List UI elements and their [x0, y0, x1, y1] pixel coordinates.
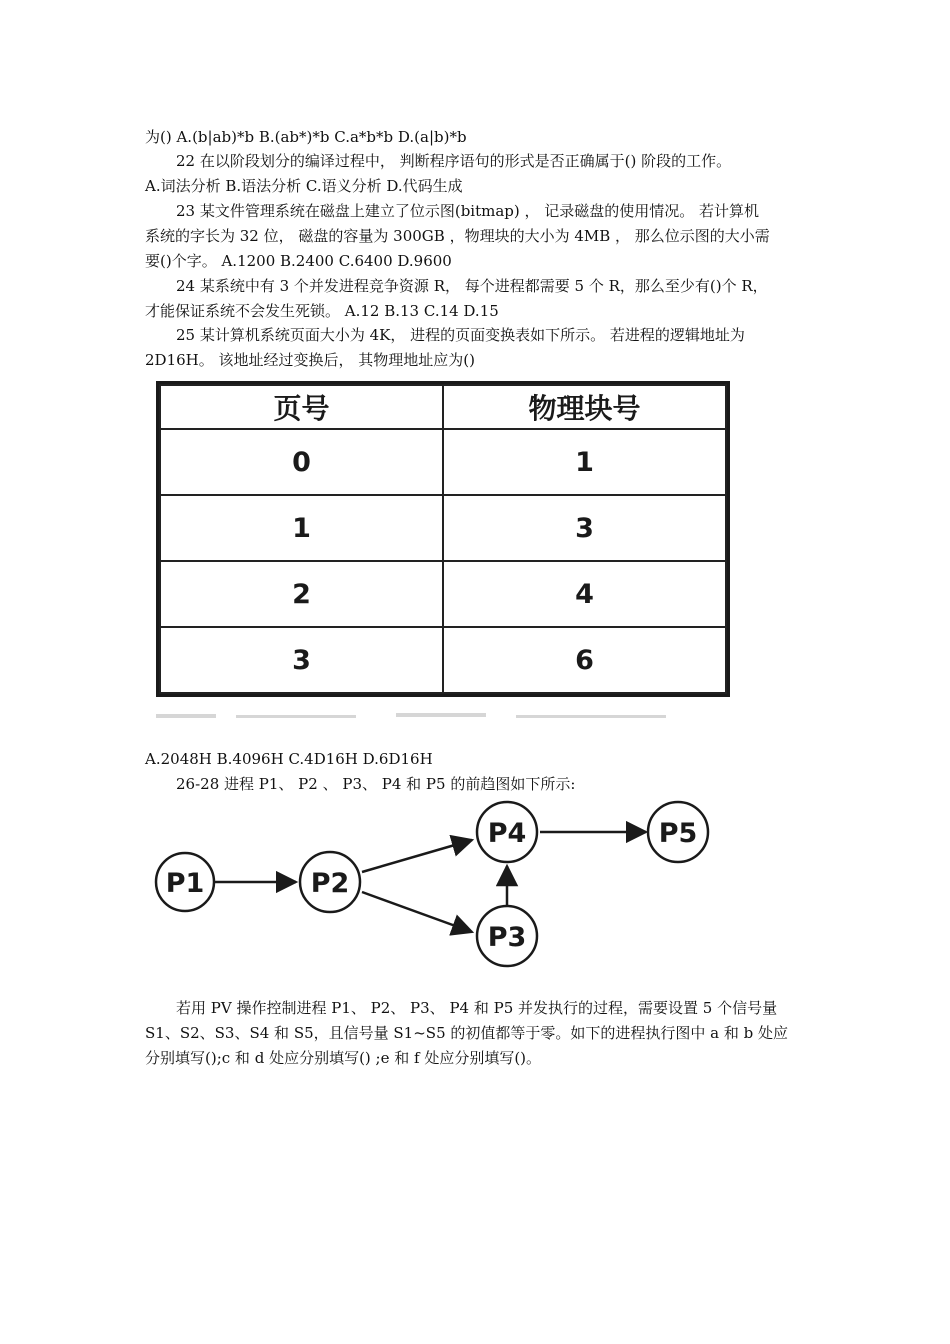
- q24-stem-line1: 24 某系统中有 3 个并发进程竞争资源 R， 每个进程都需要 5 个 R，那么至少有()个 R，: [176, 277, 768, 295]
- frame-number-cell: 1: [443, 429, 726, 495]
- table-row: [160, 495, 726, 561]
- node-label-p1: P1: [165, 868, 205, 899]
- node-p5: [648, 802, 708, 862]
- q25-options: A.2048H B.4096H C.4D16H D.6D16H: [145, 750, 433, 768]
- q26-stem-line1: 若用 PV 操作控制进程 P1、 P2、 P3、 P4 和 P5 并发执行的过程，需要设置 5 个信号量: [176, 999, 778, 1017]
- header-page-number: 页号: [160, 385, 443, 429]
- page-number-cell: 0: [160, 429, 443, 495]
- node-label-p3: P3: [487, 922, 527, 953]
- q26-intro: 26-28 进程 P1、 P2 、 P3、 P4 和 P5 的前趋图如下所示:: [176, 775, 576, 793]
- node-p2: [300, 852, 360, 912]
- table-row: [160, 561, 726, 627]
- frame-number-cell: 3: [443, 495, 726, 561]
- scan-smudge-decoration: [156, 710, 736, 724]
- page-number-cell: 2: [160, 561, 443, 627]
- edge-p2-p4: [362, 840, 472, 872]
- table-row: [160, 429, 726, 495]
- page-number-cell: 3: [160, 627, 443, 693]
- q25-stem-line1: 25 某计算机系统页面大小为 4K， 进程的页面变换表如下所示。 若进程的逻辑地址为: [176, 326, 745, 344]
- node-label-p5: P5: [658, 818, 698, 849]
- node-p1: [156, 853, 214, 911]
- frame-number-cell: 6: [443, 627, 726, 693]
- q26-stem-line2: S1、S2、S3、S4 和 S5，且信号量 S1~S5 的初值都等于零。如下的进程执行图中 a 和 b 处应: [145, 1024, 788, 1042]
- node-p4: [477, 802, 537, 862]
- page-table-figure: [156, 381, 730, 697]
- precedence-graph: [150, 800, 720, 980]
- q21-options: 为() A.(b|ab)*b B.(ab*)*b C.a*b*b D.(a|b)*b: [145, 128, 467, 146]
- node-label-p4: P4: [487, 818, 527, 849]
- page-number-cell: 1: [160, 495, 443, 561]
- node-label-p2: P2: [310, 868, 350, 899]
- frame-number-cell: 4: [443, 561, 726, 627]
- q25-stem-line2: 2D16H。 该地址经过变换后， 其物理地址应为(): [145, 351, 475, 369]
- page-table: [159, 384, 727, 694]
- q23-options: 要()个字。 A.1200 B.2400 C.6400 D.9600: [145, 252, 452, 270]
- header-frame-number: 物理块号: [443, 385, 726, 429]
- edge-p2-p3: [362, 892, 472, 932]
- node-p3: [477, 906, 537, 966]
- table-header-row: [160, 385, 726, 429]
- q24-options: 才能保证系统不会发生死锁。 A.12 B.13 C.14 D.15: [145, 302, 499, 320]
- table-row: [160, 627, 726, 693]
- q23-stem-line2: 系统的字长为 32 位， 磁盘的容量为 300GB ，物理块的大小为 4MB ， 那么位示图的大小需: [145, 227, 770, 245]
- q22-stem: 22 在以阶段划分的编译过程中， 判断程序语句的形式是否正确属于() 阶段的工作。: [176, 152, 732, 170]
- q26-stem-line3: 分别填写();c 和 d 处应分别填写() ;e 和 f 处应分别填写()。: [145, 1049, 542, 1067]
- q22-options: A.词法分析 B.语法分析 C.语义分析 D.代码生成: [145, 177, 463, 195]
- q23-stem-line1: 23 某文件管理系统在磁盘上建立了位示图(bitmap) ， 记录磁盘的使用情况。 若计算机: [176, 202, 760, 220]
